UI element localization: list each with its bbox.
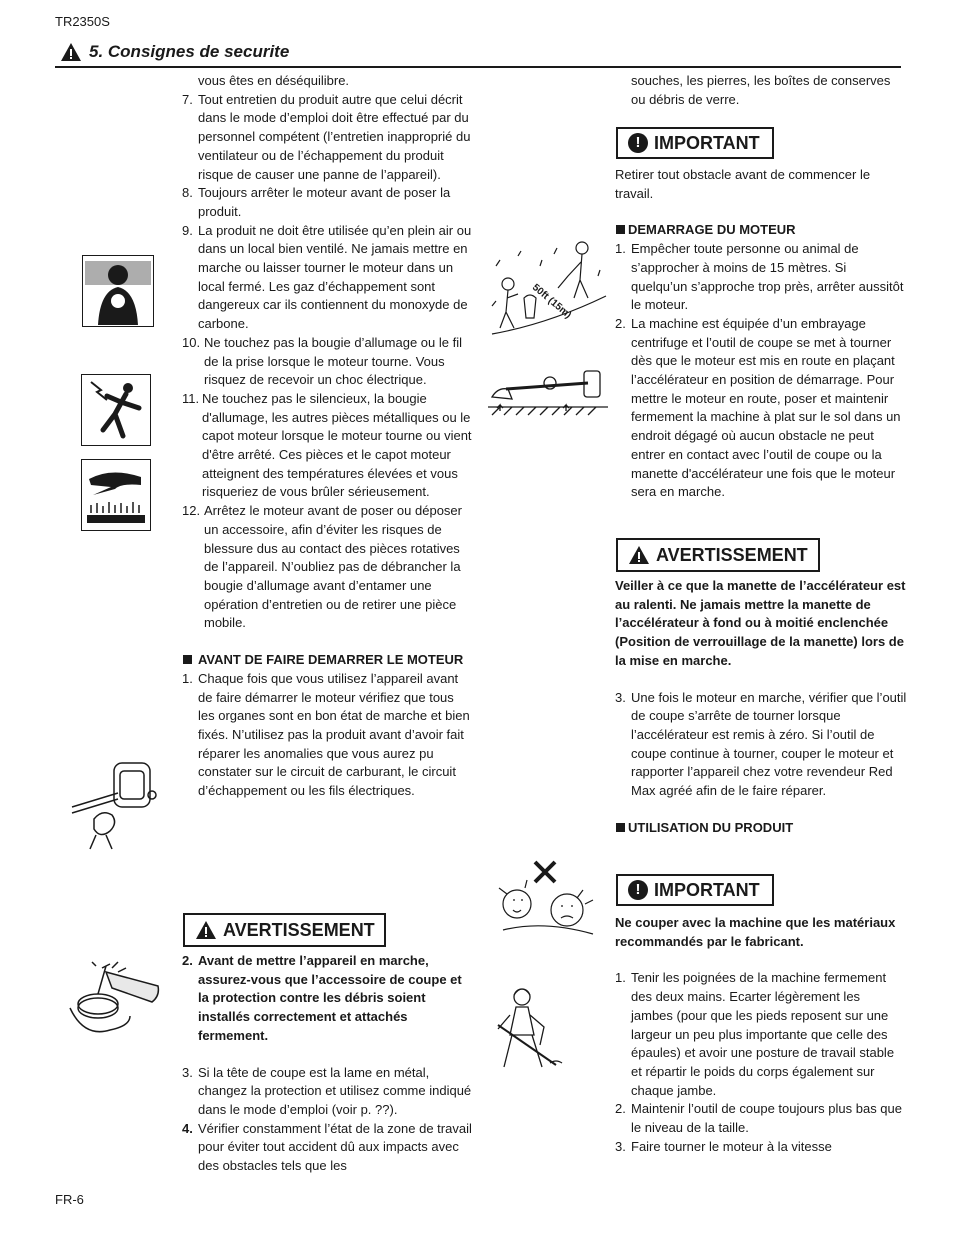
electric-shock-icon (81, 374, 151, 451)
list-item: 8. Toujours arrêter le moteur avant de poser la produit. (182, 185, 451, 219)
list-item: 4. Vérifier constamment l’état de la zone de travail pour éviter tout accident dû aux impacts avec des obstacles tels que les (182, 1120, 472, 1174)
list-item: 9. La produit ne doit être utilisée qu’en plein air ou dans un local bien ventilé. Ne jamais mettre en marche ou laisser tourner le moteur dans un local fermé. Les gaz d’échappement sont dangereux car ils contiennent du monoxyde de carbone. (182, 222, 472, 332)
warning-box: AVERTISSEMENT (183, 913, 386, 947)
machine-on-ground-illustration (488, 367, 608, 422)
section-heading: UTILISATION DU PRODUIT (615, 819, 907, 838)
prohibited-use-illustration (497, 860, 602, 945)
right-column (615, 72, 905, 109)
list-item: 3. Faire tourner le moteur à la vitesse (615, 1138, 832, 1154)
warning-triangle-icon (195, 920, 217, 940)
warning-text: Veiller à ce que la manette de l’accélérateur est au ralenti. Ne jamais mettre la manette de l’accélérateur à fond ou à moitié enclenchée (Position de verrouillage de la manette) lors de la mise en marche. (615, 578, 906, 668)
list-item: 12. Arrêtez le moteur avant de poser ou déposer un accessoire, afin d’éviter les risques de blessure dus au contact des pièces rotatives de l’appareil. N’oubliez pas de débrancher la bougie d’allumage avant d’entamer une opération d’entretien ou de retirer une pièce mobile. (182, 503, 462, 631)
list-item: 2. La machine est équipée d’un embrayage centrifuge et l’outil de coupe se met à tourner dès que le moteur est mis en route en plaçant l’accélérateur en position de démarrage. Pour mettre le moteur en route, poser et maintenir fermement la machine à plat sur le sol dans un endroit dégagé où aucun obstacle ne peut entrer en contact avec l’outil de coupe ou la manette d'accélérateur une fois que le moteur sera en marche. (615, 315, 901, 500)
cutting-head-illustration (66, 960, 161, 1045)
list-item: 7. Tout entretien du produit autre que celui décrit dans le mode d’emploi doit être effectué par du personnel compétent (l’entretien inapproprié du ventilateur ou de l’échappement du produit risque de causer une panne de l’appareil). (182, 91, 471, 182)
section-heading: DEMARRAGE DU MOTEUR (615, 221, 905, 240)
distance-label: 50ft (15m) (529, 282, 574, 321)
warning-triangle-icon (60, 42, 82, 67)
list-item: 1. Empêcher toute personne ou animal de s’approcher à moins de 15 mètres. Si quelqu’un s’approche trop près, arrêter aussitôt le moteur. (615, 241, 904, 313)
left-column-continued (182, 952, 472, 1176)
paragraph: vous êtes en déséquilibre. (198, 73, 350, 88)
list-item: 10. Ne touchez pas la bougie d’allumage ou le fil de la prise lorsque le moteur tourne. Vous risquez de recevoir un choc électrique. (182, 334, 463, 388)
list-item: 1. Chaque fois que vous utilisez l’appareil avant de faire démarrer le moteur vérifiez que tous les organes sont en bon état de marche et bien fixés. N’utilisez pas la produit avant d’avoir fait réparer les anomalies que vous aurez pu constater sur le circuit de carburant, le circuit d’échappement ou les fils électriques. (182, 670, 470, 799)
important-exclamation-icon: ! (628, 880, 648, 900)
model-number: TR2350S (55, 14, 110, 29)
warning-box: AVERTISSEMENT (616, 538, 820, 572)
list-item: 3. Si la tête de coupe est la lame en métal, changez la protection et utilisez comme indiqué dans le mode d’emploi (voir p. ??). (182, 1064, 472, 1117)
page-title: 5. Consignes de securite (89, 42, 290, 61)
section-header (55, 40, 901, 68)
list-item: 2. Maintenir l’outil de coupe toujours plus bas que le niveau de la taille. (615, 1101, 903, 1136)
list-item: 11. Ne touchez pas le silencieux, la bougie d'allumage, les autres pièces métalliques ou le capot moteur lorsque le moteur tourne ou vient d'être arrêté. Ces pièces et le capot moteur atteignent des températures élevées et vous risqueriez de vous brûler sérieusement. (182, 390, 472, 500)
page-number: FR-6 (55, 1192, 84, 1207)
safety-distance-illustration (488, 236, 608, 341)
hot-surface-icon (81, 459, 151, 536)
left-column (182, 72, 472, 801)
right-column-b (615, 577, 907, 837)
paragraph: souches, les pierres, les boîtes de conserves ou débris de verre. (631, 73, 891, 107)
paragraph: Retirer tout obstacle avant de commencer le travail. (615, 167, 871, 201)
important-box: ! IMPORTANT (616, 874, 774, 906)
engine-check-illustration (68, 755, 163, 855)
exhaust-hazard-icon (82, 255, 154, 332)
warning-text: 2. Avant de mettre l’appareil en marche, assurez-vous que l’accessoire de coupe et la protection contre les débris soient installés correctement et attachés fermement. (182, 953, 462, 1043)
operating-posture-illustration (490, 985, 570, 1075)
right-column-c (615, 914, 905, 1156)
section-heading: AVANT DE FAIRE DEMARRER LE MOTEUR (182, 651, 472, 670)
list-item: 1. Tenir les poignées de la machine fermement des deux mains. Ecarter légèrement les jambes (pour que les pieds reposent sur une largeur un peu plus importante que celle des épaules) et avoir une posture de travail stable et répartir le poids du corps également sur chaque jambe. (615, 970, 895, 1098)
right-column-a (615, 166, 905, 502)
important-box: ! IMPORTANT (616, 127, 774, 159)
list-item: 3. Une fois le moteur en marche, vérifier que l’outil de coupe s’arrête de tourner lorsque l’accélérateur est remis à zéro. Si l’outil de coupe continue à tourner, couper le moteur et rapporter l’appareil chez votre revendeur Red Max agréé afin de le faire réparer. (615, 689, 907, 799)
paragraph: Ne couper avec la machine que les matériaux recommandés par le fabricant. (615, 915, 896, 949)
important-exclamation-icon: ! (628, 133, 648, 153)
warning-triangle-icon (628, 545, 650, 565)
